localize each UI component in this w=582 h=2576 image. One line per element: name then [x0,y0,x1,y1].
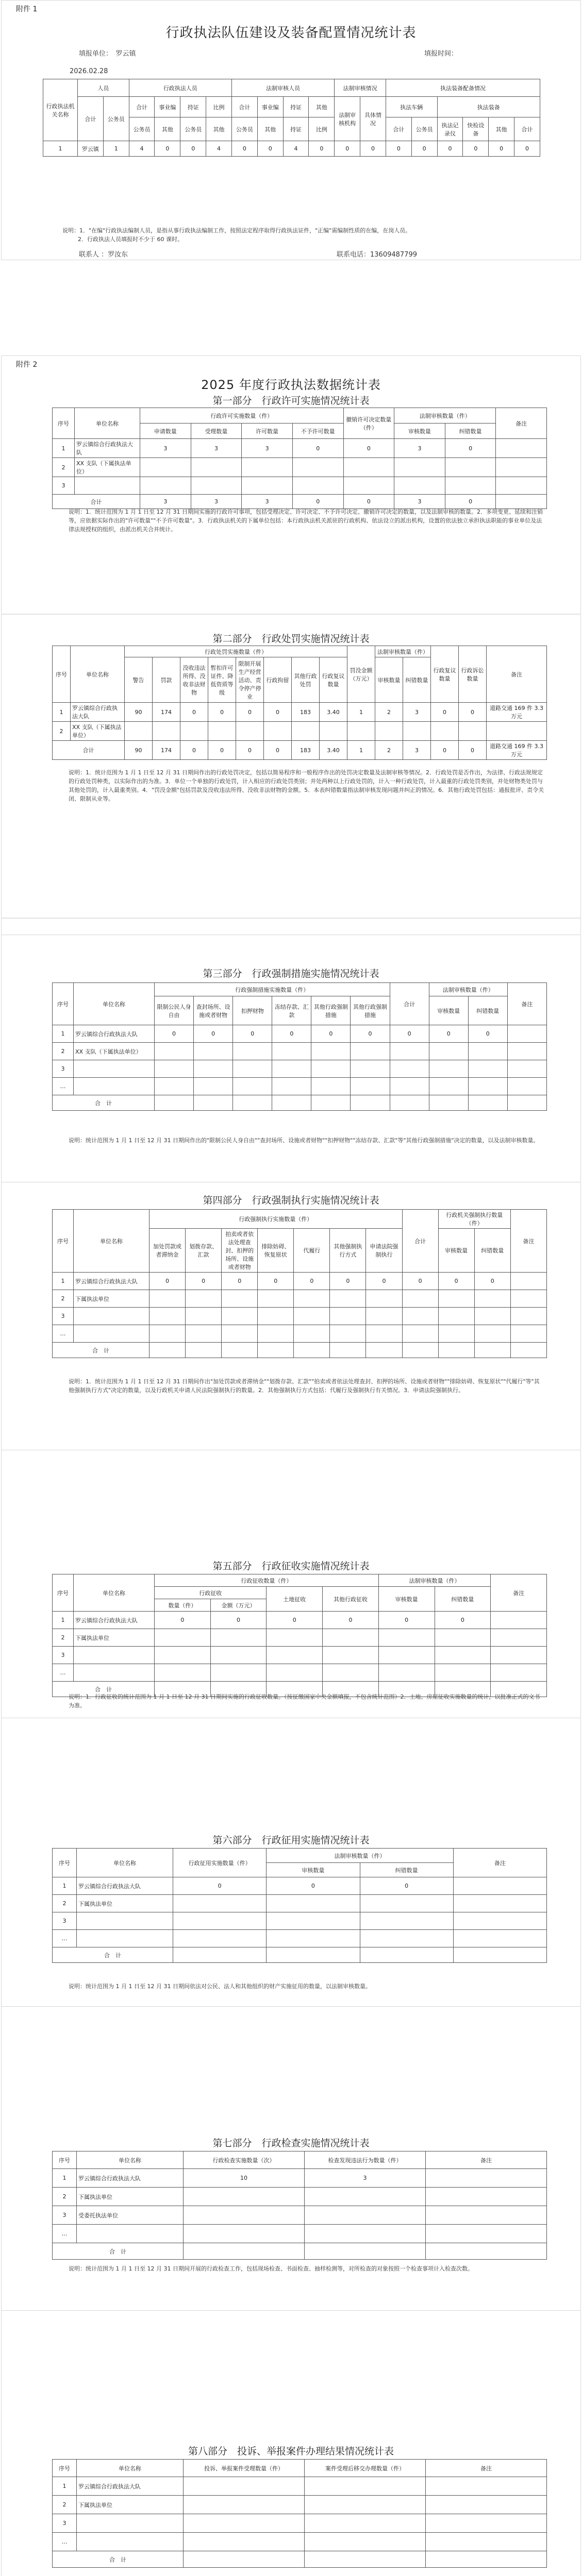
enforcement-execution-table: 序号 单位名称 行政强制执行实施数量（件） 合计 行政机关强制执行数量（件） 备注 加处罚款或者滞纳金 划拨存款、汇款 拍卖或者依法处理查封、扣押的场所、设施或者财物 排除妨碍、恢复原状 代履行 其他强制执行方式 申请法院强制执行 审核数量 纠错数量 1 罗云镇综合行政执法大队 0 0 0 0 0 0 0 0 0 0 2 下属执法单位 3 … 合 计 [52,1209,547,1358]
table-row: 1 罗云镇综合行政执法大队 0 0 0 0 0 0 0 0 0 0 [53,1273,547,1290]
phone: 联系电话：13609487799 [337,251,417,259]
section-1-note: 说明：1．统计范围为 1 月 1 日至 12 月 31 日期间实施的行政许可事项，包括受理决定、许可决定、不予许可决定、撤销许可决定的数量，以及法制审核的数量。2．多项变更、延续和注销等，应依据实际作出的"许可数量""不予许可数量"。3．行政执法机关的下属单位包括：本行政执法机关派驻的行政机构、依法设立的派出机构，设置的依法独立承担执法职能的事业单位及法律法规授权的组织，由派出机关合并统计。 [69,509,543,533]
section-6-note: 说明：统计范围为 1 月 1 日至 12 月 31 日期间依法对公民、法人和其他组织的财产实施征用的数量，以法制审核数量。 [69,1983,371,1990]
attachment-label: 附件 2 [16,361,38,369]
staff-equipment-table: 行政执法机关名称 人员 行政执法人员 法制审核人员 法制审核情况 执法装备配备情况 合计 公务员 合计 事业编 持证 比例 合计 事业编 持证 其他 法制审核机构 具体情况 执法车辆 执法装备 公务员 其他 公务员 其他 公务员 其他 持证 比例 合计 公务员 执法记录仪 快检设备 其他 合计 1 罗云镇 1 4 0 0 4 0 0 4 0 0 0 0 0 0 0 0 0 [43,79,540,157]
complaint-table: 序号 单位名称 投诉、举报案件受理数量（件） 案件受理后移交办理数量（件） 备注 1 罗云镇综合行政执法大队 2 下属执法单位 3 … 合 计 [52,2459,547,2568]
section-4 [1,1182,581,1450]
inspection-table: 序号 单位名称 行政检查实施数量（次） 检查发现违法行为数量（件） 备注 1 罗云镇综合行政执法大队 10 3 2 下属执法单位 3 受委托执法单位 … 合 计 [52,2151,547,2260]
table-row: 1 罗云镇综合行政执法大队 [53,2477,547,2496]
table-row: 2 下属执法单位 [53,1629,547,1647]
requisition-table: 序号 单位名称 行政征用实施数量（件） 法制审核数量（件） 备注 审核数量 纠错数量 1 罗云镇综合行政执法大队 0 0 0 2 下属执法单位 3 … 合 计 [52,1848,547,1963]
page1-note-2: 2．行政执法人员填报时不少于 60 课时。 [78,236,183,243]
section-2-note: 说明：1．统计范围为 1 月 1 日至 12 月 31 日期间作出的行政处罚决定，包括以简易程序和一般程序作出的处罚决定数量及法制审核等情况。2．行政处罚是否作出，为法律、行政法规规定的行政处罚种类，以实际作出的为准。3．单位一个单独的行政处罚，计入相应的行政处罚类别；并处两种以上行政处罚的，计入一种行政处罚，计入最重的行政处罚类别，并处财物类处罚与其他处罚的，计入最重类别。4．"罚没金额"包括罚款及没收违法所得、没收非法财物的金额。5．本表纠错数量指法制审核发现问题并纠正的情况。6．其他行政处罚包括：通报批评、责令关闭、限制从业等。 [69,769,544,802]
table-row: 3 [53,1308,547,1325]
page1-note-1: 说明：1．"在编"行政执法编制人员，是指从事行政执法编制工作，按照法定程序取得行政执法证件，"正编"需编制性质的在编，在岗人员。 [62,227,411,234]
header-pro-staff: 执法装备配备情况 [386,79,540,97]
section-3-title: 第三部分 行政强制措施实施情况统计表 [203,968,379,979]
table-row: 1 罗云镇综合行政执法大队 0 0 0 [53,1877,547,1895]
report-date: 2026.02.28 [70,67,108,75]
section-5-title: 第五部分 行政征收实施情况统计表 [212,1561,370,1572]
fill-time: 填报时间： [424,50,458,58]
attachment-label: 附件 1 [16,5,38,13]
table-row: … [53,2533,547,2551]
table-row: … [53,2225,547,2243]
header-agency: 行政执法机关名称 [43,79,78,141]
table-row: 1 罗云镇综合行政执法大队 90 174 0 0 0 0 183 3.40 1 2 3 0 0 道路交通 169 件 3.3 万元 [53,703,547,722]
table-total-row: 合 计 [53,2551,547,2568]
penalty-table: 序号 单位名称 行政处罚实施数量（件） 罚没金额（万元） 法制审核数量（件） 行政复议数量 行政诉讼数量 备注 警告 罚款 没收违法所得、没收非法财物 暂扣许可证件、降低资质等级 限制开展生产经营活动、责令停产停业 行政拘留 其他行政处罚 行政复议数量 审核数量 纠错数量 1 罗云镇综合行政执法大队 90 174 0 0 0 0 183 3.40 1 2 3 0 0 道路交通 169 件 3.3 万元 2 XX 支队（下属执法单位） 合计 90 174 0 0 0 0 183 3.40 1 2 3 0 0 道路交通 169 件 3.3 万元 [52,646,547,760]
table-total-row: 合计 90 174 0 0 0 0 183 3.40 1 2 3 0 0 道路交通 169 件 3.3 万元 [53,741,547,760]
table-row: 2 下属执法单位 [53,2188,547,2206]
table-total-row: 合 计 [53,1095,547,1111]
table-row: … [53,1930,547,1947]
header-people: 人员 [78,79,129,97]
permit-table: 序号 单位名称 行政许可实施数量（件） 撤销许可决定数量（件） 法制审核数量（件） 备注 申请数量 受理数量 许可数量 不予许可数量 审核数量 纠错数量 1 罗云镇综合行政执法大队 3 3 3 0 0 3 0 2 XX 支队（下属执法单位） 3 合计 3 3 3 0 0 3 0 [52,408,547,509]
table-row: 2 下属执法单位 [53,2496,547,2514]
table-row: … [53,1078,547,1095]
page-title: 行政执法队伍建设及装备配置情况统计表 [165,25,417,41]
table-row: 1 罗云镇综合行政执法大队 3 3 3 0 0 3 0 [53,439,547,458]
table-row: 2 XX 支队（下属执法单位） [53,1043,547,1060]
table-total-row: 合 计 [53,1682,547,1697]
section-6 [1,1718,581,2007]
header-enforce-body: 法制审核情况 [335,79,386,97]
table-row: 2 下属执法单位 [53,1290,547,1308]
coercive-measure-table: 序号 单位名称 行政强制措施实施数量（件） 合计 法制审核数量（件） 备注 限制公民人身自由 查封场所、设施或者财物 扣押财物 冻结存款、汇款 其他行政强制措施 其他行政强制措施 审核数量 纠错数量 1 罗云镇综合行政执法大队 0 0 0 0 0 0 0 0 0 2 XX 支队（下属执法单位） 3 … 合 计 [52,982,547,1111]
table-row: 1 罗云镇 1 4 0 0 4 0 0 4 0 0 0 0 0 0 0 0 0 [43,141,540,157]
section-8 [1,2311,581,2576]
table-row: 2 XX 支队（下属执法单位） [53,722,547,741]
table-total-row: 合 计 [53,2243,547,2260]
header-legal-staff: 法制审核人员 [231,79,334,97]
levy-table: 序号 单位名称 行政征收数量（件） 法制审核数量（件） 备注 行政征收 土地征收 其他行政征收 审核数量 纠错数量 数量（件） 金额（万元） 1 罗云镇综合行政执法大队 0 0 0 0 0 0 2 下属执法单位 3 … 合 计 [52,1574,547,1697]
section-7-title: 第七部分 行政检查实施情况统计表 [212,2138,370,2149]
section-4-title: 第四部分 行政强制执行实施情况统计表 [203,1195,379,1206]
table-row: 1 罗云镇综合行政执法大队 10 3 [53,2169,547,2188]
header-enforce-staff: 行政执法人员 [129,79,231,97]
table-row: 3 [53,1060,547,1078]
section-1-title: 第一部分 行政许可实施情况统计表 [212,395,370,406]
table-row: 3 [53,477,547,495]
section-3-note: 说明：统计范围为 1 月 1 日至 12 月 31 日期间作出的"限制公民人身自由""查封场所、设施或者财物""扣押财物""冻结存款、汇款"等"其他行政强制措施"决定的数量，以及法制审核数量。 [69,1137,539,1144]
page-1 [1,0,581,260]
section-7-note: 说明：统计范围为 1 月 1 日至 12 月 31 日期间开展的行政检查工作，包括现场检查、书面检查、抽样检测等，对所检查的对象按照一个检查事项计入检查次数。 [69,2265,473,2272]
section-2-title: 第二部分 行政处罚实施情况统计表 [212,633,370,645]
table-row: 1 罗云镇综合行政执法大队 0 0 0 0 0 0 [53,1612,547,1629]
section-3 [1,935,581,1182]
section-6-title: 第六部分 行政征用实施情况统计表 [212,1835,370,1846]
section-5-note: 说明：1．行政征收的统计范围为 1 月 1 日至 12 月 31 日期间实施的行政征收数量。（按征缴国家中央金额填报，不包含统计范围）2．土地、房屋征收实施数量的统计，以批准正式的文书为准。 [69,1693,540,1709]
table-row: 1 罗云镇综合行政执法大队 0 0 0 0 0 0 0 0 0 [53,1025,547,1043]
table-total-row: 合计 3 3 3 0 0 3 0 [53,495,547,509]
section-7 [1,2007,581,2311]
page-title: 2025 年度行政执法数据统计表 [201,378,381,392]
section-5 [1,1450,581,1718]
table-row: 3 [53,2514,547,2533]
table-row: 3 [53,1912,547,1930]
table-total-row: 合 计 [53,1947,547,1963]
table-row: 3 [53,1647,547,1664]
section-8-title: 第八部分 投诉、举报案件办理结果情况统计表 [188,2446,394,2457]
fill-unit: 填报单位： 罗云镇 [79,50,136,58]
table-row: … [53,1325,547,1343]
contact: 联系人 ：罗汝东 [79,251,128,259]
page-2 [1,355,581,935]
table-row: 2 下属执法单位 [53,1895,547,1912]
table-row: … [53,1664,547,1682]
table-row: 3 受委托执法单位 [53,2206,547,2225]
section-4-note: 说明：1．统计范围为 1 月 1 日至 12 月 31 日期间作出"加处罚款或者滞纳金""划拨存款、汇款""拍卖或者依法处理查封、扣押的场所、设施或者财物""排除妨碍、恢复原状""代履行"等"其他强制执行方式"决定的数量，以及行政机关申请人民法院强制执行的数量。2．其他强制执行方式包括：代履行及强制执行有关情况。3．申请法院强制执行。 [69,1378,540,1394]
table-total-row: 合 计 [53,1343,547,1358]
table-row: 2 XX 支队（下属执法单位） [53,458,547,477]
